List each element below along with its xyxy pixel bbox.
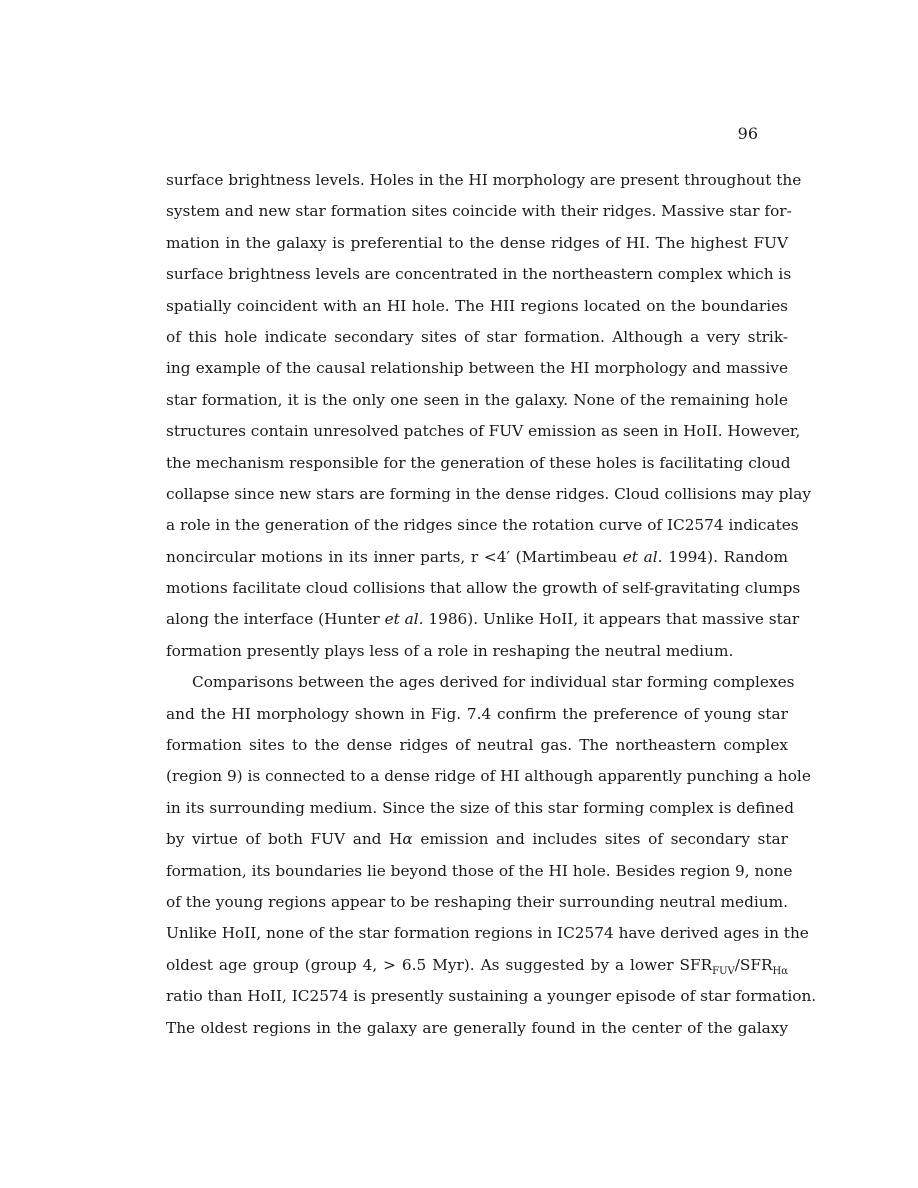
text-segment: /SFR [734, 955, 773, 974]
text-segment: along the interface (Hunter [166, 610, 385, 629]
text-line: a role in the generation of the ridges since the rotation curve of IC2574 indicates [166, 516, 799, 535]
text-segment: emission and includes sites of secondary star [412, 830, 788, 849]
text-line: ing example of the causal relationship between the HI morphology and massive [166, 359, 788, 378]
text-segment: by virtue of both FUV and H [166, 830, 403, 849]
text-line: formation, its boundaries lie beyond those of the HI hole. Besides region 9, none [166, 861, 793, 880]
subscript-halpha: Hα [772, 965, 788, 977]
text-segment: oldest age group (group 4, > 6.5 Myr). As suggested by a lower SFR [166, 955, 713, 974]
text-segment: noncircular motions in its inner parts, r <4′ (Martimbeau [166, 547, 623, 566]
text-line: and the HI morphology shown in Fig. 7.4 confirm the preference of young star [166, 704, 788, 723]
text-line: mation in the galaxy is preferential to the dense ridges of HI. The highest FUV [166, 233, 788, 252]
text-line: of the young regions appear to be reshaping their surrounding neutral medium. [166, 892, 788, 911]
text-line [166, 824, 788, 855]
text-line: collapse since new stars are forming in the dense ridges. Cloud collisions may play [166, 484, 812, 503]
text-line: in its surrounding medium. Since the size of this star forming complex is defined [166, 798, 795, 817]
text-line: spatially coincident with an HI hole. The HII regions located on the boundaries [166, 296, 788, 315]
text-line [166, 950, 788, 981]
citation-etal: et al. [622, 547, 663, 566]
text-line: formation presently plays less of a role in reshaping the neutral medium. [166, 641, 734, 660]
text-line: the mechanism responsible for the generation of these holes is facilitating cloud [166, 453, 791, 472]
text-line: of this hole indicate secondary sites of star formation. Although a very strik- [166, 327, 788, 346]
text-line: (region 9) is connected to a dense ridge of HI although apparently punching a hole [166, 767, 811, 786]
body-text [166, 165, 817, 1044]
text-line: The oldest regions in the galaxy are generally found in the center of the galaxy [166, 1018, 788, 1037]
text-line [166, 604, 800, 635]
text-line: structures contain unresolved patches of FUV emission as seen in HoII. However, [166, 422, 801, 441]
text-segment: 1986). Unlike HoII, it appears that massive star [423, 610, 800, 629]
paragraph-2 [166, 667, 817, 1044]
text-line: surface brightness levels are concentrated in the northeastern complex which is [166, 265, 792, 284]
page-number: 96 [737, 124, 758, 143]
citation-etal: et al. [384, 610, 424, 629]
text-segment: 1994). Random [662, 547, 789, 566]
text-line: surface brightness levels. Holes in the HI morphology are present throughout the [166, 171, 802, 189]
text-line: Unlike HoII, none of the star formation regions in IC2574 have derived ages in the [166, 924, 809, 943]
text-line: star formation, it is the only one seen in the galaxy. None of the remaining hole [166, 390, 788, 409]
text-line: formation sites to the dense ridges of neutral gas. The northeastern complex [166, 736, 788, 755]
text-line [166, 542, 788, 573]
text-line: system and new star formation sites coincide with their ridges. Massive star for- [166, 202, 792, 221]
text-line: ratio than HoII, IC2574 is presently sustaining a younger episode of star formation. [166, 987, 817, 1006]
text-line: Comparisons between the ages derived for individual star forming complexes [192, 673, 795, 692]
text-line: motions facilitate cloud collisions that allow the growth of self-gravitating clumps [166, 579, 801, 598]
paragraph-1 [166, 165, 812, 667]
subscript-fuv: FUV [712, 965, 735, 977]
alpha-symbol: α [402, 830, 413, 849]
